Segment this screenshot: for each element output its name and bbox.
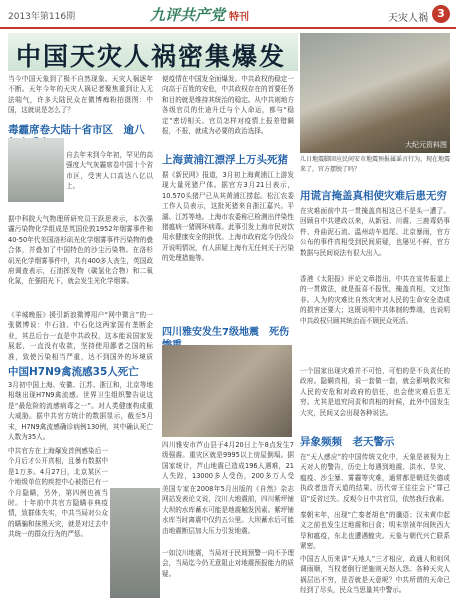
col1-p2: 据中科院大气物理所研究员王跃思表示，本次强霾污染物化学组成是英国伦敦1952年烟雾事件和40-50年代美国洛杉矶光化学烟雾事件污染物的叠合体，并叠加了中国特色的沙尘污染物。在洛杉矶光化学烟雾事件中，共有400多人丧生，英国政府调查表示，石油挥发物（碳氢化合物）和二氧化氮，在强阳光下，就会发生光化学烟雾。 [8,215,153,286]
col1-p3: 《羊城晚报》援引新浪微博用户“网中微言”的一张微博说：中石油、中石化这两家国有垄断企业，其总后台一直是中共政权，这本能说国家发展起，一直没有收款，坚持使用鄙者之国的标准，致使污染相当严重，达不到国外的环境质 [8,311,153,361]
section-name: 天灾人祸 [388,13,428,24]
page-number-badge: 3 [432,5,450,23]
col2-intro: 便疫情在中国发全面爆发。中共政权的稳定一向高于百姓的安危，中共政权存在的首要任务和目的就是维持其统治的稳定。从中共则地方各级官员的仕途升迁与个人命运，都与“稳定”密切相关。官员怎样对疫情上报差错瞒报，不报，就成为必要的政治选择。 [162,75,294,136]
col2-p1: 据《新民网》报道，3月初上海黄浦江上游发现大量死猪尸体。据官方3月21日表示，10.570头猪尸已从其黄浦江捞起。松江农委工作人员表示，这批死猪来自浙江嘉兴。平湖、江苏等地。上海市农委称已检测出伴染性猪瘟病一猪圆环病毒。此事引发上海市民对饮用水健康安全的担忧。上海市政府迄今仍没公开说明情况，有人质疑上海有无任何关于污染的处理措施等。 [162,171,294,263]
headline: 中国天灾人祸密集爆发 [16,42,287,71]
col3-p5: 秦朝末年，出现“亡秦者胡也”的谶语；汉末黄巾起义之前也发生过地震和日食；明末崇祯年间陕西大旱和瘟疫，东北也遭遇蝗灾。天象与朝代兴亡联系紧密。 [300,511,450,551]
col2-p4: 一如汶川地震，当局对于民间预警一向不予理会，当局迄今仍无意阻止对地震预报能力的质疑。 [162,549,294,578]
col3-heading-lies: 用谎言掩盖真相使灾难后患无穷 [300,190,447,202]
col1-intro: 当今中国天象到了极不自然现象。天灾人祸逐年不断。天年今年的天灾人祸记者聚焦重到让人无法喘气，许多大陆民众在微博痴粉拍摄图：中国，这就说是怎么了？ [8,75,153,115]
photo-mask-person [110,488,160,598]
col2-heading-quake: 四川雅安发生7级地震 死伤 [162,327,289,338]
col3-p2: 香港《太阳报》评论文章指出，中共在宣传报道上的一贯做法，就是报喜不报忧，掩盖真相，文过饰非。人为的灾难比自然灾害对人民的生命安全造成的损害还要大；这既说明中共体制的弊端，也说明中共政权只顾其统治而不顾民众死活。 [300,275,450,325]
page-header [0,0,456,30]
col1-heading-h7n9: 中国H7N9禽流感35人死亡 [8,366,139,378]
paper-title-text: 九评共产党 [150,6,226,24]
photo-credit: 大纪元资料图 [405,141,447,149]
photo-earthquake-ruins [162,345,292,437]
paper-tag: 特刊 [229,12,250,23]
col3-p3: 一个国家出现灾难并不可怕，可怕的是不负责任的政府。隐瞒真相，说一套做一套，就会影响救灾和人民的安危和对政府的信任，也会使灾难后患无穷。尤其是追究问责和真相的时候，此外中国发生大灾，民间又会出现各种说法。 [300,367,450,417]
col2-p3: 美国专家在2008年5月出版的《自然》杂志网站发表论文说，汶川大地震前，四川紫坪铺大坝的水库蓄水可能是地震触发因素。紫坪铺水库当时离震中仅约五公里。大坝蓄水后可能由地震断层加大压力引发地震。 [162,485,294,535]
col2-p2: 四川雅安市芦山县于4月20日上午8点发生7级强震。重灾区就是9995以上房屋倒塌。据国家统计，芦山地震已造成196人遇难，21人失踪，13000多人受伤，200多万人受 [162,441,294,481]
photo-earthquake-rescue [300,33,450,153]
col3-p1: 在灾难面前中共一贯掩盖真相这已不是头一遭了。回顾自中共建政以来，从新冠、川震、三鹿毒奶事件、舟曲泥石流、温州动车追尾、北京暴雨，官方公布的事件真相受到民间质疑，也屡见不鲜，官方数据与民间说法有很大出入。 [300,207,450,257]
headline-banner [8,33,298,71]
col2-heading-pigs: 上海黄浦江漂浮上万头死猪 [162,154,288,166]
header-rule [0,27,456,29]
col1-p5: 中共官方在上海爆发首例感染后一个月后才公开真相，且暴有数据中是1万多。4月27日，北京某区一个地级单位的疾控中心被指已有一个月隐瞒，另外，第四例也被当时。十年前中共官方隐瞒非典疫情，致群体失实，中共当局对公众的瞒骗和抹黑天灾，就是对过去中共统一的群众行为的严惩。 [8,447,108,539]
photo-caption: 儿日地震脚回应民间安市地震预报属谣言行为，现在地震来了，官方摆脱了吗？ [300,156,450,174]
paper-title [150,4,249,25]
col1-heading-smog: 毒霾席卷大陆十省市区 逾八 [8,124,145,136]
col3-heading-omens: 异象频频 老天警示 [300,436,395,448]
col1-p1: 自去年末到今年初，罕见的高强度大气灰霾席卷中国十个省市区，受害人口高达八亿以上。 [66,151,153,191]
col3-p4: 在“天人感应”的中国传统文化中，天象是被视为上天对人的警告，历史上每遇到地震、洪水、旱灾、瘟疫、沙尘暴、雾霾等灾难，通常都是朝廷失德或执政者违背天道的结果。历代帝王往往会下“罪己诏”反省过失。反观今日中共官员，依然我行我素。 [300,453,450,503]
photo-smog [8,138,64,202]
col3-p6: 中国古人历来讲“天地人”三才相应，政通人和则风调雨顺，当权者倒行逆施则天怒人怨。各种天灾人祸层出不穷，是否就是天意呢？中共所谓的天命已经到了尽头，民众当思量其中警示。 [300,555,450,595]
col1-p4: 3月初中国上海、安徽、江苏、浙江和，北京等地相继出现H7N9禽流感。世界卫生组织警告说这是“最危险的流感病毒之一”。对人类健康构成重大威胁。据中共官方统计的数据显示，截至5月末，H7N9禽流感确诊病例130例，其中确认死亡人数为35人。 [8,381,153,442]
issue-number: 2013年第116期 [8,12,76,22]
